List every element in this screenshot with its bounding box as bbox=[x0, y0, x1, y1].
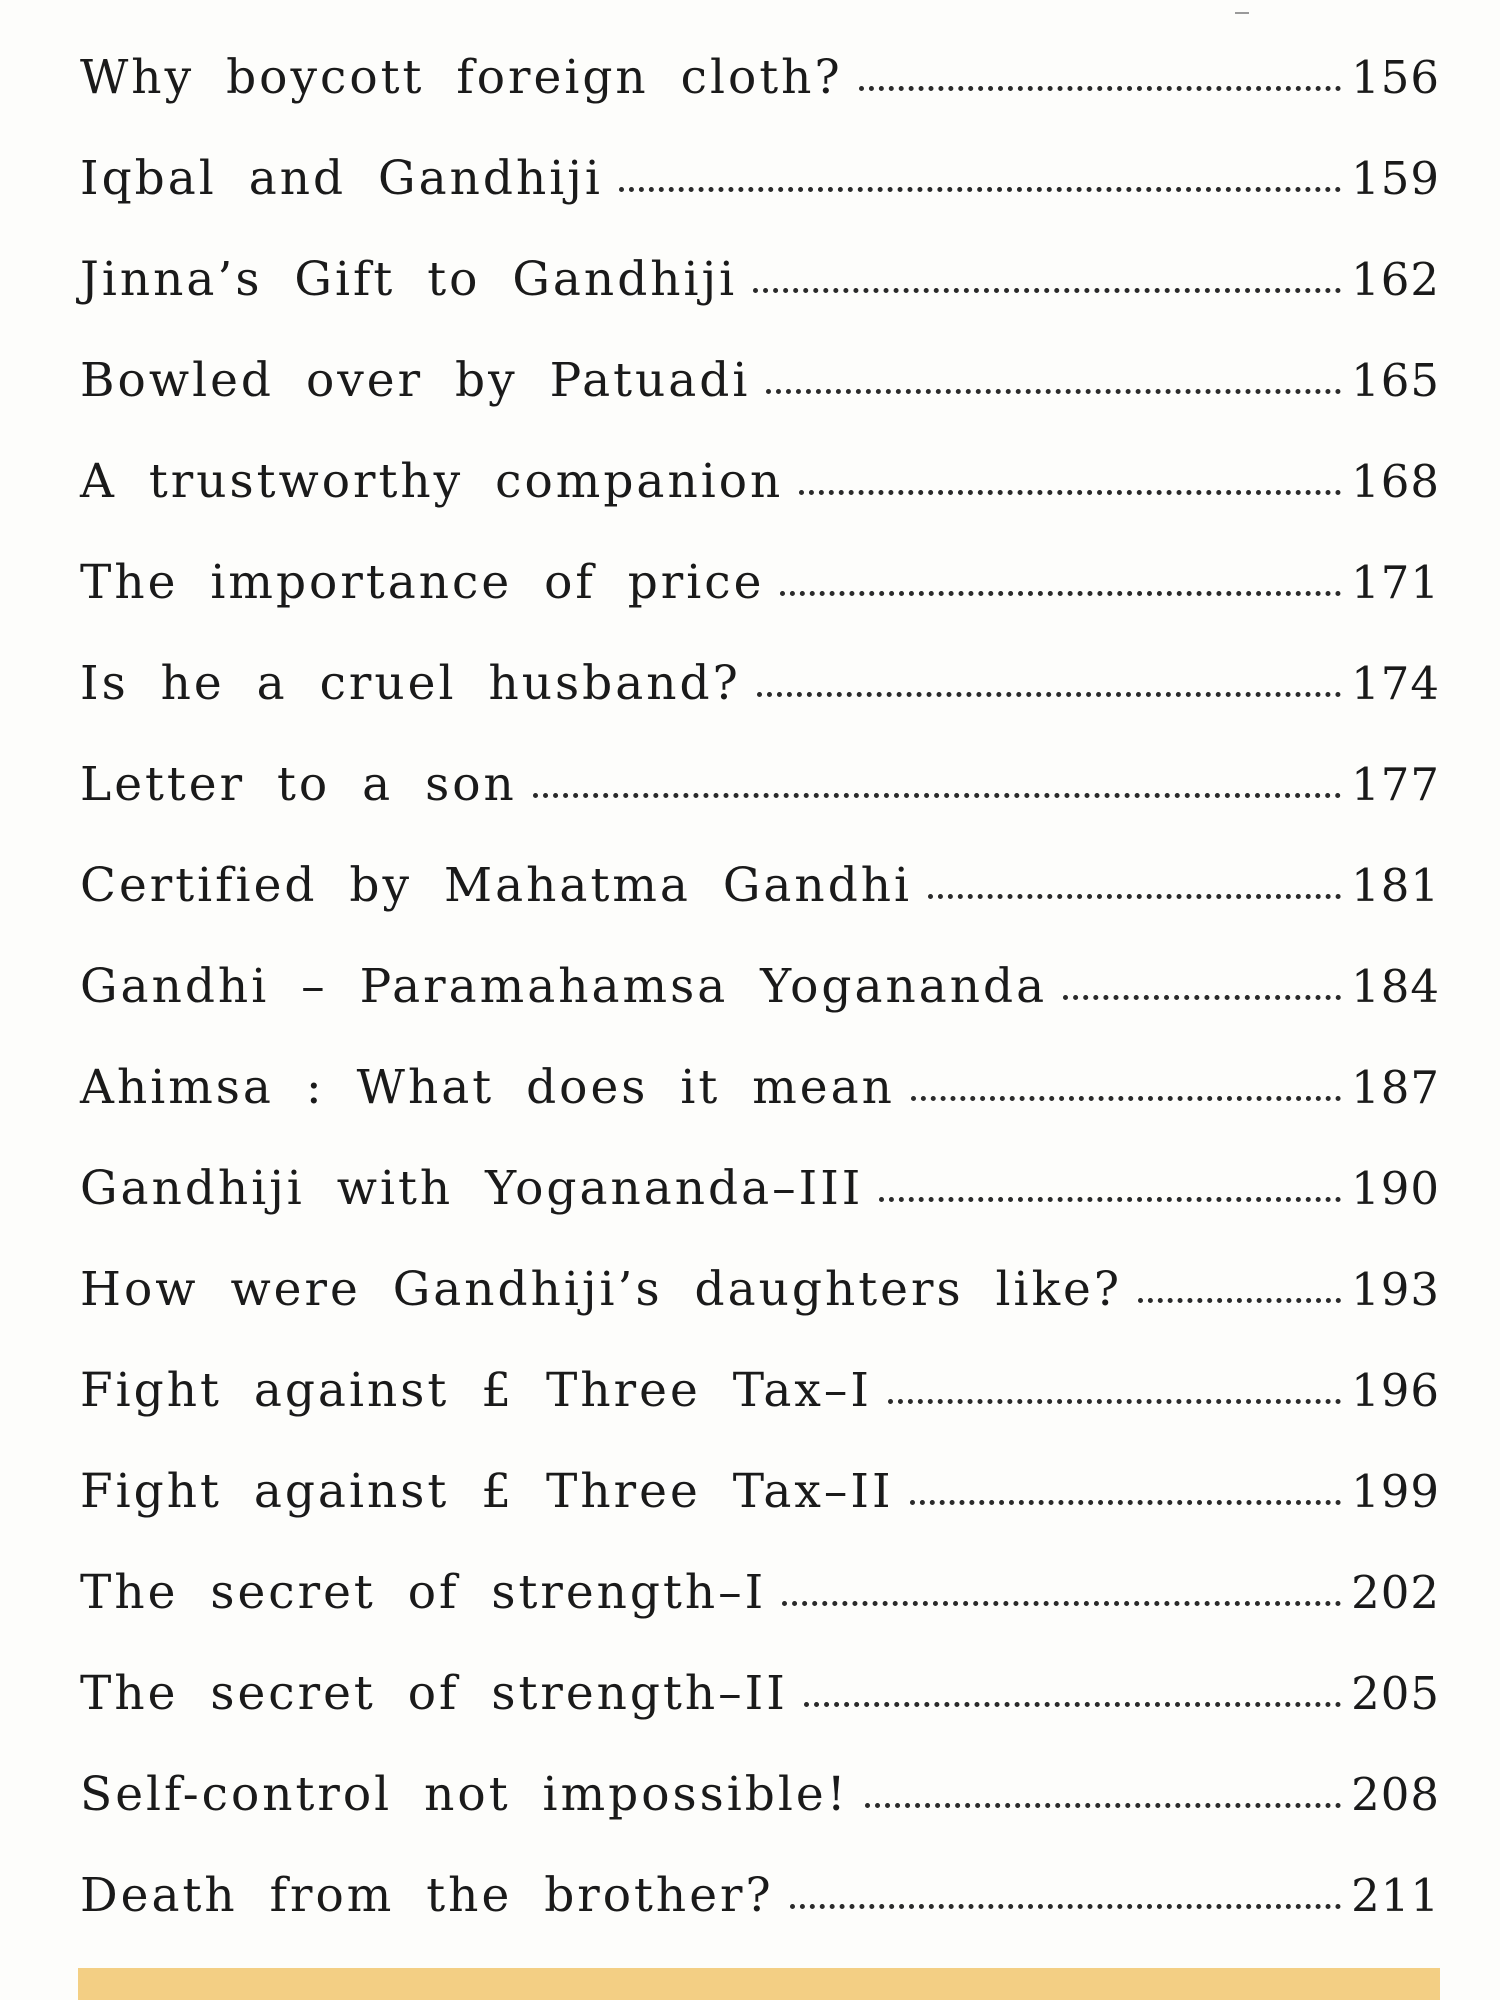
toc-entry-page: 205 bbox=[1351, 1667, 1440, 1720]
toc-entry bbox=[80, 1262, 1440, 1363]
toc-entry bbox=[80, 1868, 1440, 1969]
dot-leader bbox=[888, 1399, 1341, 1404]
toc-entry-page: 177 bbox=[1351, 758, 1440, 811]
toc-entry-page: 190 bbox=[1351, 1162, 1440, 1215]
toc-entry-title: Fight against £ Three Tax–II bbox=[80, 1464, 894, 1519]
toc-entry-page: 202 bbox=[1351, 1566, 1440, 1619]
toc-entry-page: 211 bbox=[1351, 1869, 1440, 1922]
footer-color-band bbox=[78, 1968, 1440, 2000]
toc-entry-page: 165 bbox=[1351, 354, 1440, 407]
dot-leader bbox=[757, 692, 1341, 697]
toc-entry-title: Letter to a son bbox=[80, 757, 517, 812]
dot-leader bbox=[533, 793, 1341, 798]
toc-entry-title: Iqbal and Gandhiji bbox=[80, 151, 603, 206]
toc-entry bbox=[80, 454, 1440, 555]
dot-leader bbox=[799, 490, 1341, 495]
toc-entry-page: 184 bbox=[1351, 960, 1440, 1013]
toc-entry-page: 181 bbox=[1351, 859, 1440, 912]
dot-leader bbox=[780, 591, 1341, 596]
toc-entry bbox=[80, 1363, 1440, 1464]
toc-entry-page: 208 bbox=[1351, 1768, 1440, 1821]
dot-leader bbox=[766, 389, 1341, 394]
dot-leader bbox=[782, 1601, 1341, 1606]
toc-entry-title: Certified by Mahatma Gandhi bbox=[80, 858, 913, 913]
toc-entry-title: Why boycott foreign cloth? bbox=[80, 50, 843, 105]
toc-entry bbox=[80, 353, 1440, 454]
toc-entry-title: Self-control not impossible! bbox=[80, 1767, 849, 1822]
toc-entry-title: The secret of strength–II bbox=[80, 1666, 788, 1721]
dot-leader bbox=[911, 1096, 1341, 1101]
toc-entry-title: Bowled over by Patuadi bbox=[80, 353, 751, 408]
toc-entry bbox=[80, 858, 1440, 959]
toc-entry-page: 156 bbox=[1351, 51, 1440, 104]
dot-leader bbox=[753, 288, 1341, 293]
toc-entry-title: Fight against £ Three Tax–I bbox=[80, 1363, 872, 1418]
toc-entry bbox=[80, 656, 1440, 757]
toc-entry-page: 174 bbox=[1351, 657, 1440, 710]
toc-entry-page: 199 bbox=[1351, 1465, 1440, 1518]
toc-entry bbox=[80, 959, 1440, 1060]
toc-entry-page: 168 bbox=[1351, 455, 1440, 508]
toc-entry-page: 159 bbox=[1351, 152, 1440, 205]
toc-entry bbox=[80, 1060, 1440, 1161]
toc-entry-title: A trustworthy companion bbox=[80, 454, 784, 509]
toc-entry bbox=[80, 151, 1440, 252]
dot-leader bbox=[928, 894, 1341, 899]
dot-leader bbox=[859, 86, 1341, 91]
toc-entry-title: Gandhiji with Yogananda–III bbox=[80, 1161, 864, 1216]
dot-leader bbox=[619, 187, 1341, 192]
scan-mark bbox=[1235, 12, 1249, 14]
toc-entry-title: Jinna’s Gift to Gandhiji bbox=[80, 252, 738, 307]
dot-leader bbox=[790, 1904, 1341, 1909]
table-of-contents bbox=[80, 50, 1440, 1969]
dot-leader bbox=[910, 1500, 1342, 1505]
toc-entry bbox=[80, 1767, 1440, 1868]
toc-entry-title: Gandhi – Paramahamsa Yogananda bbox=[80, 959, 1048, 1014]
toc-entry-title: Death from the brother? bbox=[80, 1868, 774, 1923]
toc-entry-title: Is he a cruel husband? bbox=[80, 656, 741, 711]
dot-leader bbox=[1063, 995, 1341, 1000]
toc-entry-title: How were Gandhiji’s daughters like? bbox=[80, 1262, 1123, 1317]
dot-leader bbox=[1138, 1298, 1341, 1303]
toc-entry-page: 187 bbox=[1351, 1061, 1440, 1114]
toc-entry bbox=[80, 50, 1440, 151]
toc-entry-page: 171 bbox=[1351, 556, 1440, 609]
toc-entry bbox=[80, 555, 1440, 656]
toc-entry bbox=[80, 1161, 1440, 1262]
dot-leader bbox=[865, 1803, 1341, 1808]
toc-entry-title: Ahimsa : What does it mean bbox=[80, 1060, 895, 1115]
toc-entry bbox=[80, 252, 1440, 353]
toc-entry bbox=[80, 757, 1440, 858]
toc-entry-page: 162 bbox=[1351, 253, 1440, 306]
toc-entry-page: 193 bbox=[1351, 1263, 1440, 1316]
toc-entry bbox=[80, 1464, 1440, 1565]
toc-entry bbox=[80, 1666, 1440, 1767]
toc-entry-title: The secret of strength–I bbox=[80, 1565, 767, 1620]
dot-leader bbox=[879, 1197, 1341, 1202]
toc-entry-page: 196 bbox=[1351, 1364, 1440, 1417]
toc-entry-title: The importance of price bbox=[80, 555, 765, 610]
dot-leader bbox=[804, 1702, 1341, 1707]
toc-entry bbox=[80, 1565, 1440, 1666]
